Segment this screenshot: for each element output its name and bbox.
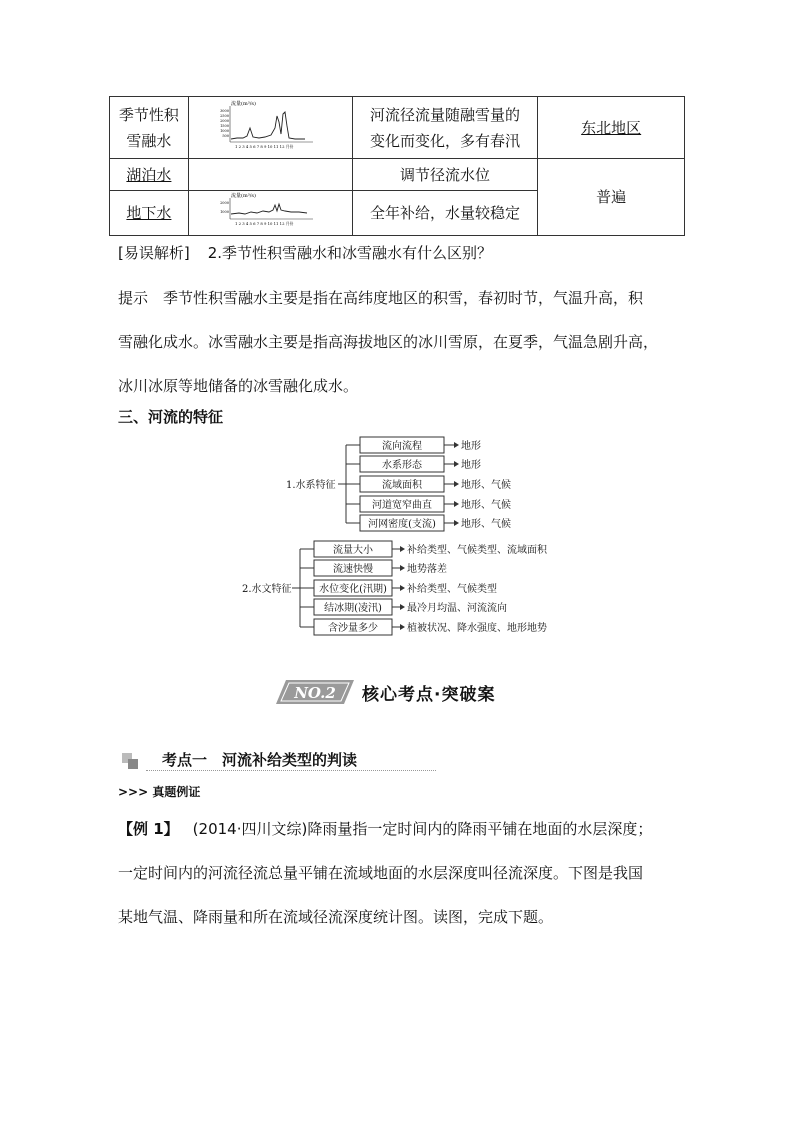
factor-text: 补给类型、气候类型、流域面积	[407, 545, 547, 556]
groundwater-hydrograph	[215, 191, 325, 227]
chart-ytick: 2000	[220, 201, 230, 205]
section-badge	[276, 678, 356, 706]
note-question	[118, 242, 492, 263]
note-answer	[118, 276, 688, 408]
snowmelt-hydrograph	[215, 98, 325, 150]
badge-text: NO.2	[294, 684, 336, 702]
banner-title: 核心考点·突破案	[362, 685, 496, 705]
hydrograph-cell	[188, 97, 352, 159]
supply-type-cell	[110, 97, 189, 159]
factor-text: 植被状况、降水强度、地形地势	[407, 623, 547, 634]
answer-line: 冰川冰原等地储备的冰雪融化成水。	[118, 377, 359, 395]
feature-box: 结冰期(凌汛)	[324, 603, 382, 614]
example-text	[118, 807, 690, 939]
factor-text: 地形、气候	[461, 500, 511, 511]
region-cell	[538, 97, 685, 159]
factor-text: 最冷月均温、河流流向	[407, 603, 507, 614]
example-line	[118, 807, 690, 851]
heading-square-icon	[128, 759, 138, 769]
answer-line: 雪融化成水。冰雪融水主要是指高海拔地区的冰川雪原，在夏季，气温急剧升高，	[118, 333, 659, 351]
chart-ytick: 1000	[220, 128, 230, 133]
note-question-text: 2.季节性积雪融水和冰雪融水有什么区别？	[207, 244, 493, 262]
feature-cell: 全年补给，水量较稳定	[352, 191, 538, 236]
chart-xlabel: 1 2 3 4 5 6 7 8 9 10 11 12 月份	[235, 221, 294, 226]
feature-box: 河道宽窄曲直	[372, 500, 432, 511]
feature-box: 流域面积	[382, 480, 422, 491]
feature-box: 流向流程	[382, 441, 422, 452]
example-line: 某地气温、降雨量和所在流域径流深度统计图。读图，完成下题。	[118, 908, 554, 926]
feature-line: 河流径流量随融雪量的	[369, 105, 520, 124]
section-title: 三、河流的特征	[118, 408, 224, 426]
snowmelt-flow-line	[231, 112, 305, 139]
answer-line: 提示 季节性积雪融水主要是指在高纬度地区的积雪，春初时节，气温升高，积	[118, 289, 644, 307]
feature-cell	[352, 97, 538, 159]
shared-region-cell: 普遍	[538, 159, 685, 236]
group-label: 1.水系特征	[286, 480, 336, 491]
example-line: 一定时间内的河流径流总量平铺在流域地面的水层深度叫径流深度。下图是我国	[118, 864, 644, 882]
groundwater-flow-line	[231, 204, 307, 214]
chart-ytick: 3000	[220, 108, 230, 113]
supply-type-text: 地下水	[126, 204, 172, 222]
feature-box: 流量大小	[333, 545, 373, 556]
feature-box: 水系形态	[382, 460, 422, 471]
table-row	[110, 159, 685, 191]
supply-type-line: 雪融水	[126, 131, 172, 150]
feature-box: 水位变化(汛期)	[319, 584, 387, 595]
hydrograph-cell	[188, 191, 352, 236]
feature-line: 变化而变化，多有春汛	[369, 131, 520, 150]
region-text: 东北地区	[581, 118, 642, 137]
note-tag: [易误解析]	[118, 244, 190, 262]
factor-text: 地形	[461, 441, 481, 452]
hydrograph-cell	[188, 159, 352, 191]
feature-box: 含沙量多少	[328, 623, 378, 634]
example-label: 【例 1】	[118, 820, 179, 838]
chart-ytick: 500	[222, 133, 230, 138]
point-title: 考点一 河流补给类型的判读	[162, 751, 358, 769]
feature-box: 河网密度(支流)	[368, 519, 436, 530]
example-line-text: (2014·四川文综)降雨量指一定时间内的降雨平铺在地面的水层深度；	[192, 820, 653, 838]
factor-text: 地势落差	[407, 564, 447, 575]
heading-underline	[146, 770, 436, 771]
chart-ytick: 2500	[220, 113, 230, 118]
chart-ylabel: 流量(m³/s)	[231, 100, 257, 107]
supply-type-cell	[110, 159, 189, 191]
supply-type-cell	[110, 191, 189, 236]
factor-text: 地形、气候	[461, 519, 511, 530]
chart-ytick: 1000	[220, 210, 230, 214]
factor-text: 补给类型、气候类型	[407, 584, 497, 595]
chart-ytick: 2000	[220, 118, 230, 123]
chart-ylabel: 流量(m³/s)	[231, 193, 257, 199]
table-row	[110, 97, 685, 159]
supply-type-text: 湖泊水	[126, 165, 172, 184]
factor-text: 地形	[461, 460, 481, 471]
chart-ytick: 1500	[220, 123, 230, 128]
feature-cell: 调节径流水位	[352, 159, 538, 191]
river-supply-table	[109, 96, 685, 236]
example-tag: >>> 真题例证	[118, 785, 201, 799]
group-label: 2.水文特征	[242, 584, 292, 595]
chart-xlabel: 1 2 3 4 5 6 7 8 9 10 11 12 月份	[235, 143, 294, 149]
supply-type-line: 季节性积	[118, 105, 179, 124]
feature-box: 流速快慢	[333, 564, 373, 575]
river-features-diagram	[230, 432, 570, 642]
factor-text: 地形、气候	[461, 480, 511, 491]
